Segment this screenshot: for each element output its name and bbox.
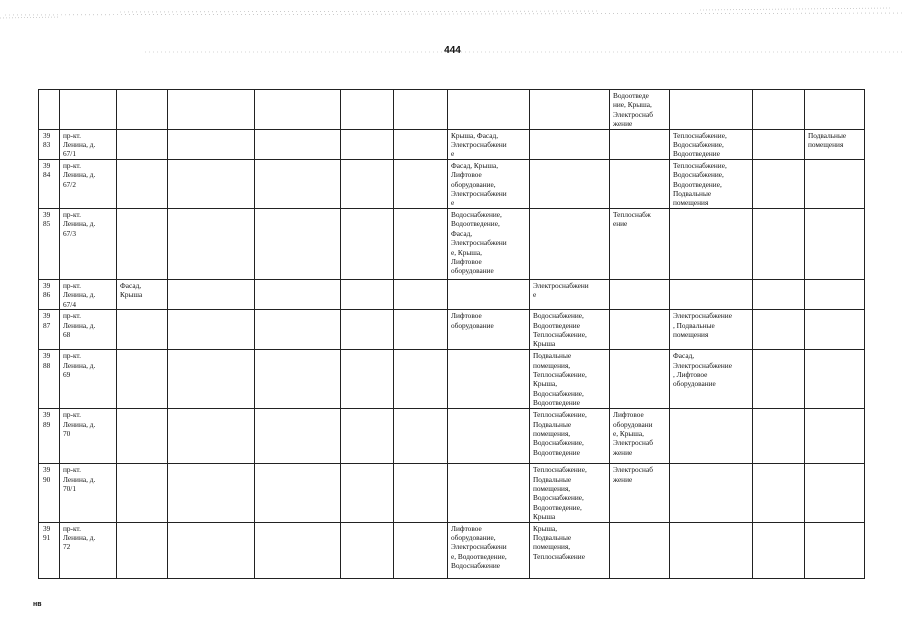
table-cell: Водоснабжение, Водоотведение, Фасад, Электроснабжени е, Крыша, Лифтовое оборудование bbox=[448, 208, 530, 279]
table-cell bbox=[753, 90, 805, 130]
table-cell bbox=[394, 522, 448, 578]
table-cell bbox=[341, 350, 394, 409]
table-cell: Теплоснабжение, Подвальные помещения, Водоснабжение, Водоотведение bbox=[530, 409, 610, 464]
table-cell: Подвальные помещения bbox=[805, 129, 865, 159]
table-cell bbox=[341, 464, 394, 522]
table-cell bbox=[610, 279, 670, 309]
table-cell bbox=[341, 90, 394, 130]
row-number: 39 85 bbox=[39, 208, 60, 279]
address-cell: пр-кт. Ленина, д. 70 bbox=[60, 409, 117, 464]
table-cell bbox=[670, 522, 753, 578]
table-cell bbox=[341, 409, 394, 464]
table-cell bbox=[117, 464, 168, 522]
table-cell: Фасад, Электроснабжение , Лифтовое оборудование bbox=[670, 350, 753, 409]
table-cell bbox=[753, 409, 805, 464]
address-cell: пр-кт. Ленина, д. 72 bbox=[60, 522, 117, 578]
table-cell bbox=[168, 90, 255, 130]
address-cell: пр-кт. Ленина, д. 67/4 bbox=[60, 279, 117, 309]
table-cell bbox=[255, 350, 341, 409]
table-cell: Лифтовое оборудование, Электроснабжени е, Водоотведение, Водоснабжение bbox=[448, 522, 530, 578]
table-cell bbox=[168, 208, 255, 279]
table-cell: Фасад, Крыша, Лифтовое оборудование, Электроснабжени е bbox=[448, 159, 530, 208]
row-number: 39 83 bbox=[39, 129, 60, 159]
row-number: 39 89 bbox=[39, 409, 60, 464]
table-cell bbox=[394, 159, 448, 208]
table-cell bbox=[805, 522, 865, 578]
table-cell bbox=[394, 90, 448, 130]
table-cell bbox=[168, 129, 255, 159]
row-number: 39 90 bbox=[39, 464, 60, 522]
table-cell bbox=[530, 90, 610, 130]
table-cell bbox=[805, 279, 865, 309]
table-cell bbox=[530, 129, 610, 159]
table-cell: Водоснабжение, Водоотведение Теплоснабжение, Крыша bbox=[530, 310, 610, 350]
table-cell bbox=[255, 90, 341, 130]
address-cell: пр-кт. Ленина, д. 67/3 bbox=[60, 208, 117, 279]
table-cell bbox=[394, 208, 448, 279]
table-cell bbox=[805, 310, 865, 350]
table-cell bbox=[610, 310, 670, 350]
table-cell bbox=[341, 129, 394, 159]
address-cell: пр-кт. Ленина, д. 67/2 bbox=[60, 159, 117, 208]
footer-mark: нв bbox=[33, 601, 42, 608]
table-row bbox=[39, 90, 865, 130]
table-cell bbox=[448, 409, 530, 464]
table-cell: Теплоснабж ение bbox=[610, 208, 670, 279]
table-cell bbox=[448, 279, 530, 309]
table-cell bbox=[670, 90, 753, 130]
table-cell bbox=[394, 409, 448, 464]
table-cell bbox=[168, 464, 255, 522]
table-cell bbox=[753, 279, 805, 309]
row-number: 39 84 bbox=[39, 159, 60, 208]
table-cell bbox=[753, 350, 805, 409]
table-cell: Теплоснабжение, Водоснабжение, Водоотведение, Подвальные помещения bbox=[670, 159, 753, 208]
table-cell bbox=[117, 522, 168, 578]
address-cell: пр-кт. Ленина, д. 70/1 bbox=[60, 464, 117, 522]
table-cell: Теплоснабжение, Подвальные помещения, Водоснабжение, Водоотведение, Крыша bbox=[530, 464, 610, 522]
row-number: 39 86 bbox=[39, 279, 60, 309]
table-cell bbox=[341, 310, 394, 350]
table-cell: Лифтовое оборудование bbox=[448, 310, 530, 350]
row-number: 39 88 bbox=[39, 350, 60, 409]
table-cell bbox=[117, 310, 168, 350]
table-row bbox=[39, 522, 865, 578]
address-cell: пр-кт. Ленина, д. 69 bbox=[60, 350, 117, 409]
table-cell bbox=[117, 409, 168, 464]
table-cell bbox=[394, 350, 448, 409]
table-cell bbox=[117, 90, 168, 130]
table-cell bbox=[255, 129, 341, 159]
table-cell bbox=[117, 208, 168, 279]
table-cell bbox=[530, 159, 610, 208]
table-cell bbox=[805, 464, 865, 522]
address-cell: пр-кт. Ленина, д. 68 bbox=[60, 310, 117, 350]
address-cell: пр-кт. Ленина, д. 67/1 bbox=[60, 129, 117, 159]
table-cell bbox=[255, 279, 341, 309]
table-cell bbox=[394, 464, 448, 522]
table-cell bbox=[448, 350, 530, 409]
table-cell bbox=[117, 350, 168, 409]
repair-schedule-table bbox=[38, 89, 865, 579]
page-number: 444 bbox=[444, 45, 461, 56]
table-cell bbox=[255, 208, 341, 279]
table-cell bbox=[610, 129, 670, 159]
table-cell: Крыша, Фасад, Электроснабжени е bbox=[448, 129, 530, 159]
table-row bbox=[39, 279, 865, 309]
table-cell bbox=[670, 279, 753, 309]
table-cell bbox=[448, 464, 530, 522]
row-number: 39 87 bbox=[39, 310, 60, 350]
table-cell bbox=[753, 310, 805, 350]
table-cell bbox=[670, 464, 753, 522]
table-cell bbox=[255, 464, 341, 522]
table-cell: Теплоснабжение, Водоснабжение, Водоотведение bbox=[670, 129, 753, 159]
table-cell bbox=[341, 279, 394, 309]
table-cell bbox=[394, 129, 448, 159]
table-cell bbox=[805, 350, 865, 409]
table-cell bbox=[610, 159, 670, 208]
table-cell bbox=[341, 208, 394, 279]
table-cell bbox=[341, 159, 394, 208]
table-cell bbox=[753, 208, 805, 279]
table-cell bbox=[39, 90, 60, 130]
table-cell bbox=[805, 208, 865, 279]
table-cell bbox=[753, 129, 805, 159]
table-cell bbox=[670, 409, 753, 464]
table-cell: Электроснаб жение bbox=[610, 464, 670, 522]
table-cell bbox=[805, 409, 865, 464]
table-cell bbox=[610, 350, 670, 409]
table-cell bbox=[394, 279, 448, 309]
table-row bbox=[39, 464, 865, 522]
table-cell bbox=[670, 208, 753, 279]
table-cell bbox=[448, 90, 530, 130]
table-cell bbox=[168, 350, 255, 409]
table-cell bbox=[805, 159, 865, 208]
table-cell bbox=[168, 159, 255, 208]
table-cell bbox=[341, 522, 394, 578]
table-cell bbox=[394, 310, 448, 350]
table-cell: Крыша, Подвальные помещения, Теплоснабжение bbox=[530, 522, 610, 578]
table-cell bbox=[805, 90, 865, 130]
table-cell bbox=[255, 522, 341, 578]
table-cell bbox=[168, 310, 255, 350]
table-cell bbox=[168, 522, 255, 578]
table-row bbox=[39, 208, 865, 279]
table-cell bbox=[117, 129, 168, 159]
table-cell bbox=[255, 409, 341, 464]
table-cell: Подвальные помещения, Теплоснабжение, Крыша, Водоснабжение, Водоотведение bbox=[530, 350, 610, 409]
table-cell bbox=[255, 159, 341, 208]
table-cell bbox=[168, 409, 255, 464]
table-row bbox=[39, 159, 865, 208]
table-cell bbox=[117, 159, 168, 208]
table-cell: Электроснабжени е bbox=[530, 279, 610, 309]
table-cell bbox=[530, 208, 610, 279]
table-row bbox=[39, 310, 865, 350]
table-cell: Лифтовое оборудовани е, Крыша, Электроснаб жение bbox=[610, 409, 670, 464]
table-cell bbox=[255, 310, 341, 350]
table-cell bbox=[610, 522, 670, 578]
table-cell bbox=[168, 279, 255, 309]
row-number: 39 91 bbox=[39, 522, 60, 578]
table-cell: Электроснабжение , Подвальные помещения bbox=[670, 310, 753, 350]
table-row bbox=[39, 129, 865, 159]
table-cell bbox=[753, 159, 805, 208]
table-cell: Фасад, Крыша bbox=[117, 279, 168, 309]
table-row bbox=[39, 350, 865, 409]
table-cell bbox=[753, 464, 805, 522]
table-row bbox=[39, 409, 865, 464]
table-cell: Водоотведе ние, Крыша, Электроснаб жение bbox=[610, 90, 670, 130]
table-cell bbox=[753, 522, 805, 578]
table-cell bbox=[60, 90, 117, 130]
